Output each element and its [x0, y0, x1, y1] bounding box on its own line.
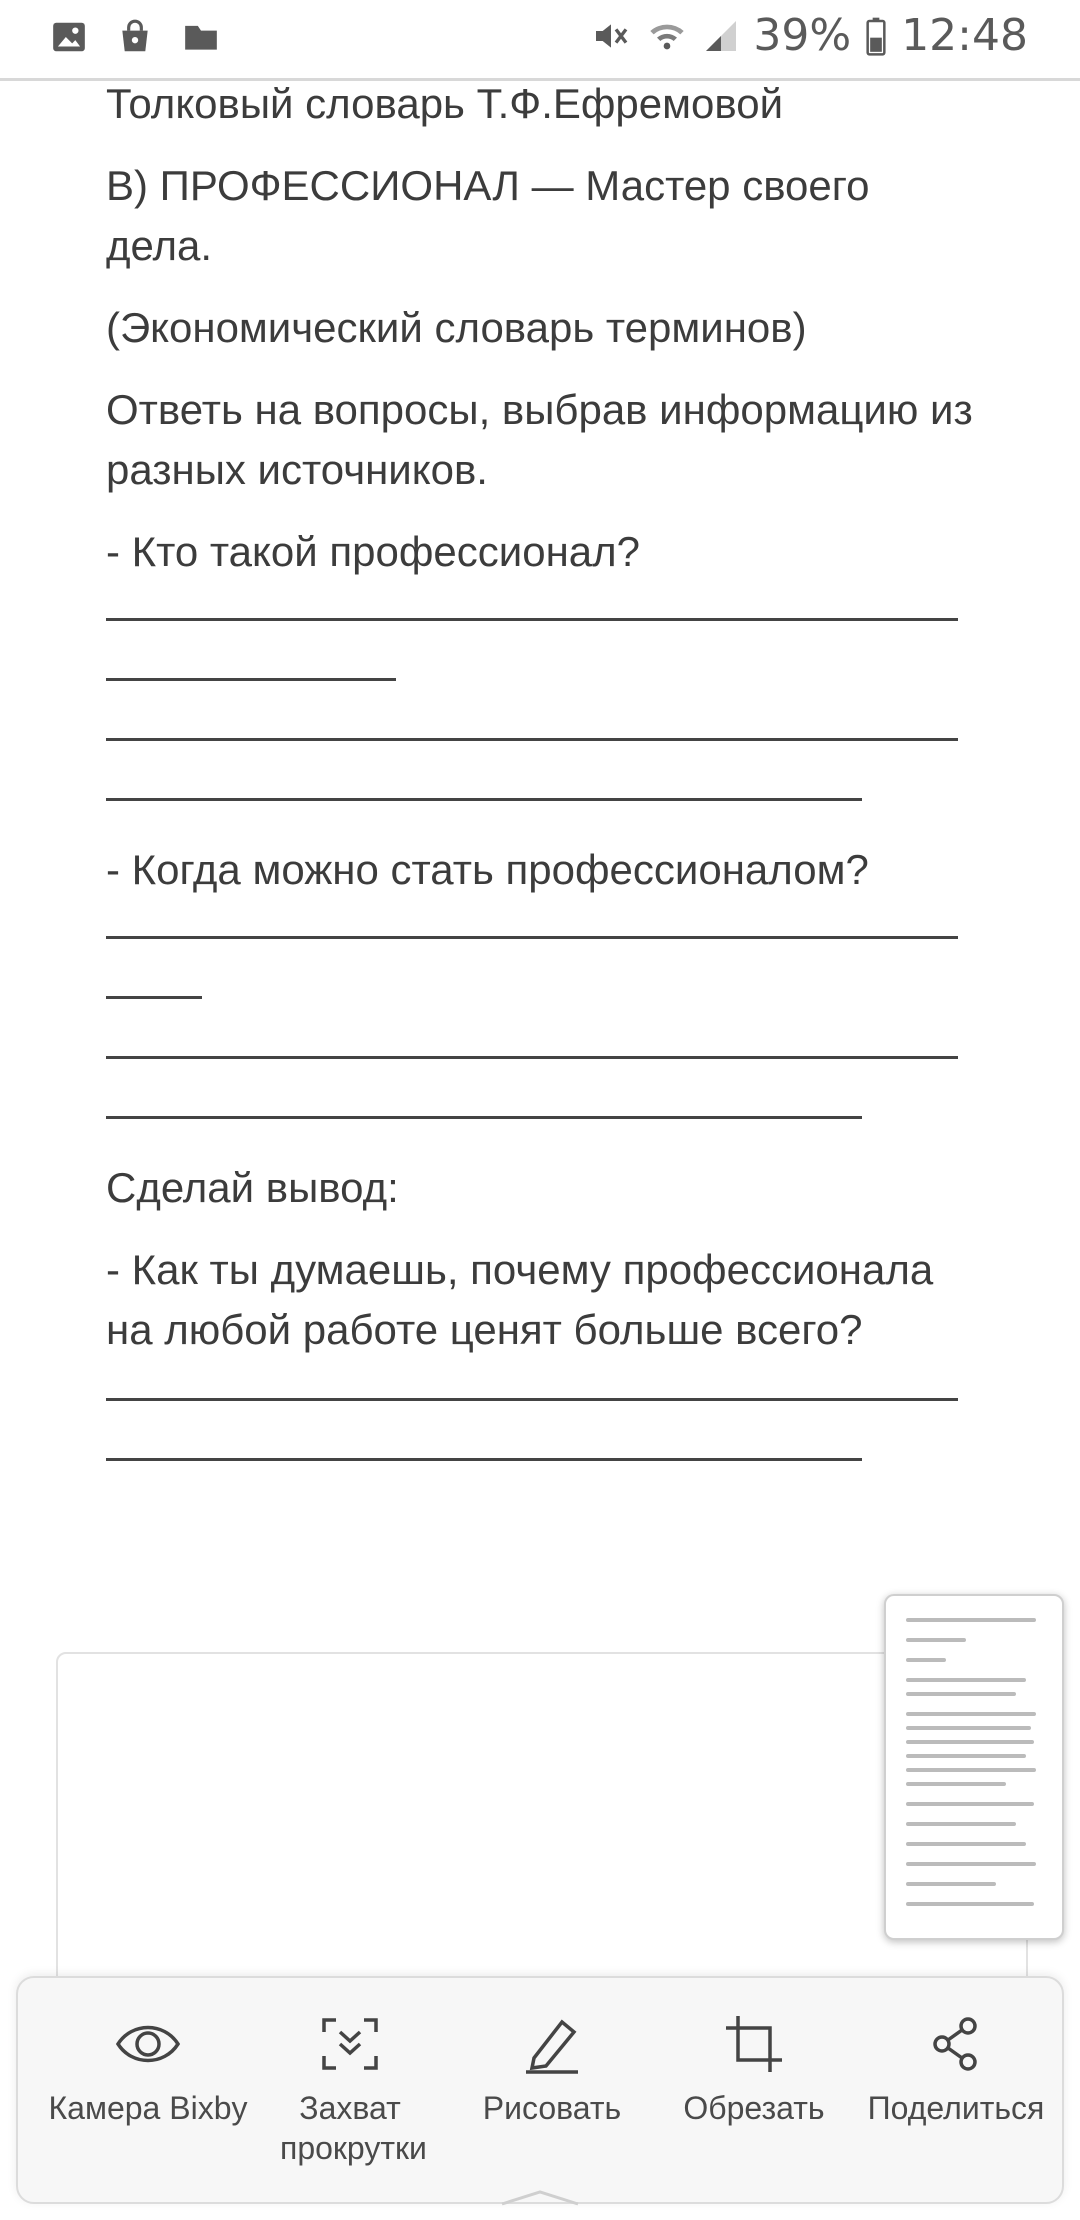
status-bar [0, 0, 1080, 72]
eye-icon [114, 2014, 182, 2074]
share-icon [922, 2014, 990, 2074]
signal-icon [703, 16, 739, 56]
scroll-capture-icon [316, 2014, 384, 2074]
question-1: - Кто такой профессионал? [106, 528, 640, 575]
crop-icon [720, 2014, 788, 2074]
mute-icon [591, 16, 631, 56]
paragraph-dictionary: Толковый словарь Т.Ф.Ефремовой [106, 80, 784, 127]
crop-label: Обрезать [683, 2090, 825, 2126]
answer-line [106, 618, 958, 621]
paragraph-task: Ответь на вопросы, выбрав информацию из разных источников. [106, 386, 973, 493]
answer-lines-2 [106, 922, 976, 1158]
answer-line [106, 1116, 862, 1119]
pen-icon [518, 2014, 586, 2074]
wifi-icon [645, 16, 689, 56]
answer-line [106, 1056, 958, 1059]
question-2: - Когда можно стать профессионалом? [106, 846, 869, 893]
crop-button[interactable] [652, 1978, 856, 2202]
answer-line [106, 936, 958, 939]
answer-line [106, 798, 862, 801]
conclusion-heading: Сделай вывод: [106, 1164, 399, 1211]
battery-percent: 39% [753, 10, 852, 61]
scroll-capture-button[interactable] [248, 1978, 452, 2202]
folder-icon [182, 18, 220, 56]
draw-label: Рисовать [482, 2090, 622, 2126]
image-icon [50, 18, 88, 56]
paragraph-source: (Экономический словарь терминов) [106, 304, 807, 351]
battery-icon [865, 16, 887, 56]
answer-line [106, 738, 958, 741]
draw-button[interactable] [450, 1978, 654, 2202]
paragraph-definition: В) ПРОФЕССИОНАЛ — Мастер своего дела. [106, 162, 870, 269]
share-label: Поделиться [867, 2090, 1045, 2126]
answer-line [106, 678, 396, 681]
article-content [106, 74, 976, 1502]
answer-line [106, 1458, 862, 1461]
answer-line [106, 1398, 958, 1401]
bixby-vision-button[interactable] [46, 1978, 250, 2202]
answer-line [106, 996, 202, 999]
screenshot-toolbar [16, 1976, 1064, 2204]
share-button[interactable] [854, 1978, 1058, 2202]
chevron-up-icon[interactable] [496, 2188, 584, 2208]
question-3: - Как ты думаешь, почему профессионала на любой работе ценят больше всего? [106, 1246, 934, 1353]
bixby-vision-label: Камера Bixby [48, 2090, 248, 2126]
answer-lines-3 [106, 1382, 976, 1502]
screenshot-thumbnail[interactable] [884, 1594, 1064, 1940]
scroll-capture-label: Захват прокрутки [280, 2090, 427, 2166]
clock: 12:48 [901, 10, 1028, 61]
answer-lines-1 [106, 604, 976, 840]
shopping-bag-icon [116, 18, 154, 56]
